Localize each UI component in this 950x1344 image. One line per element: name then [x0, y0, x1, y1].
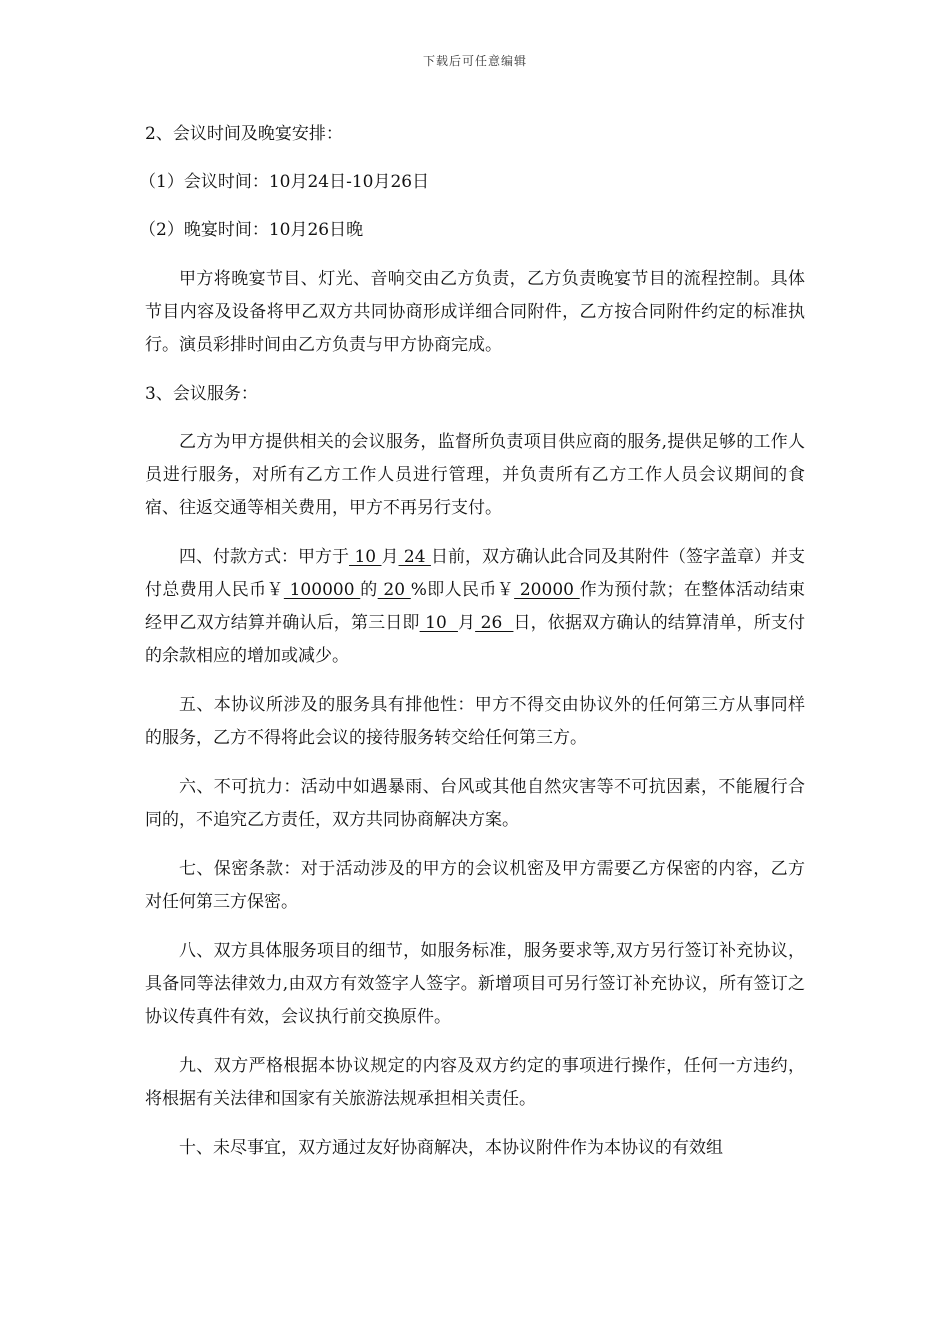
clause-force-majeure: 六、不可抗力：活动中如遇暴雨、台风或其他自然灾害等不可抗因素，不能履行合同的，不追究乙方责任，双方共同协商解决方案。 [145, 777, 805, 830]
settlement-month-field: 10 [419, 613, 458, 633]
document-body [139, 118, 806, 1165]
payment-text-5: %即人民币￥ [410, 580, 515, 600]
payment-text-4: 的 [360, 580, 378, 600]
clause-confidentiality: 七、保密条款：对于活动涉及的甲方的会议机密及甲方需要乙方保密的内容，乙方对任何第三方保密。 [145, 859, 805, 912]
clause-miscellaneous: 十、未尽事宜，双方通过友好协商解决，本协议附件作为本协议的有效组 [179, 1138, 723, 1158]
clause-service-details: 八、双方具体服务项目的细节，如服务标准，服务要求等,双方另行签订补充协议，具备同等法律效力,由双方有效签字人签字。新增项目可另行签订补充协议，所有签订之协议传真件有效，会议执行前交换原件。 [145, 941, 805, 1027]
meeting-service-paragraph: 乙方为甲方提供相关的会议服务，监督所负责项目供应商的服务,提供足够的工作人员进行服务，对所有乙方工作人员进行管理，并负责所有乙方工作人员会议期间的食宿、往返交通等相关费用，甲方不再另行支付。 [145, 432, 805, 518]
meeting-time-item: （1）会议时间：10月24日-10月26日 [139, 172, 430, 192]
advance-amount-field: 20000 [514, 580, 580, 600]
banquet-time-item: （2）晚宴时间：10月26日晚 [139, 220, 364, 240]
payment-text-6: 作为预付款；在整体活动结束经甲乙双方结算并确认后，第三日即 [145, 580, 806, 633]
section-3-heading: 3、会议服务： [145, 384, 258, 404]
advance-day-field: 24 [398, 547, 431, 567]
total-amount-field: 100000 [283, 580, 361, 600]
settlement-day-field: 26 [475, 613, 514, 633]
percentage-field: 20 [377, 580, 411, 600]
section-2-heading: 2、会议时间及晚宴安排： [145, 124, 343, 144]
clause-breach: 九、双方严格根据本协议规定的内容及双方约定的事项进行操作，任何一方违约，将根据有关法律和国家有关旅游法规承担相关责任。 [145, 1056, 805, 1109]
payment-text-3: 日前，双方确认此合同及其附件（签字盖章）并支付总费用人民币￥ [145, 547, 806, 600]
payment-text-1: 四、付款方式：甲方于 [179, 547, 350, 567]
clause-payment [145, 541, 805, 673]
page-header: 下载后可任意编辑 [422, 54, 527, 68]
advance-month-field: 10 [349, 547, 382, 567]
payment-text-7: 月 [457, 613, 476, 633]
clause-exclusivity: 五、本协议所涉及的服务具有排他性：甲方不得交由协议外的任何第三方从事同样的服务，乙方不得将此会议的接待服务转交给任何第三方。 [145, 695, 805, 748]
payment-text-2: 月 [381, 547, 399, 567]
payment-text-8: 日，依据双方确认的结算清单，所支付的余款相应的增加或减少。 [145, 613, 806, 666]
banquet-arrangement-paragraph: 甲方将晚宴节目、灯光、音响交由乙方负责，乙方负责晚宴节目的流程控制。具体节目内容及设备将甲乙双方共同协商形成详细合同附件，乙方按合同附件约定的标准执行。演员彩排时间由乙方负责与甲方协商完成。 [145, 269, 805, 355]
